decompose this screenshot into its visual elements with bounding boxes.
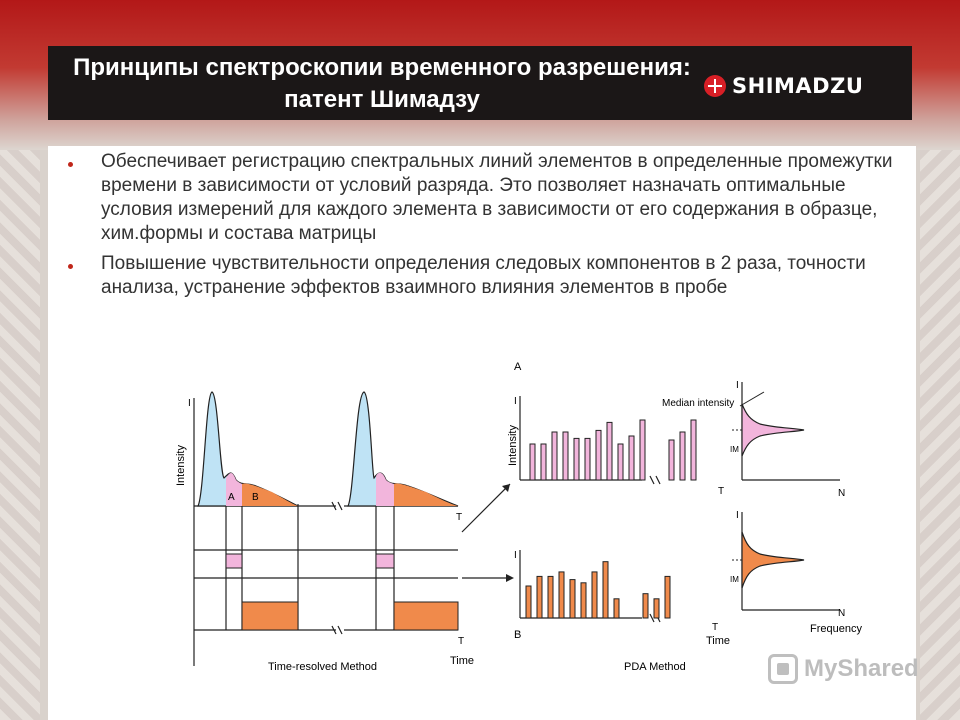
median-pointer bbox=[740, 392, 764, 406]
pulse-1-region-b bbox=[242, 483, 298, 506]
intensity-bar bbox=[574, 438, 579, 480]
intensity-bar bbox=[581, 583, 586, 618]
logo-text: SHIMADZU bbox=[732, 74, 864, 98]
intensity-bar bbox=[614, 599, 619, 618]
t-label: T bbox=[458, 636, 465, 647]
panel-a-label: A bbox=[514, 361, 522, 373]
intensity-bar bbox=[643, 594, 648, 618]
im-label: IM bbox=[730, 575, 739, 584]
background-pattern-left bbox=[0, 150, 40, 720]
peak-a-label: A bbox=[228, 492, 235, 503]
intensity-bar bbox=[596, 430, 601, 480]
slide-title: Принципы спектроскопии временного разрешения: патент Шимадзу bbox=[73, 54, 691, 113]
intensity-bar bbox=[603, 562, 608, 618]
frequency-label: Frequency bbox=[810, 623, 862, 635]
intensity-bar bbox=[530, 444, 535, 480]
intensity-bar bbox=[526, 586, 531, 618]
gate-b-1 bbox=[242, 602, 298, 630]
intensity-bar bbox=[680, 432, 685, 480]
bullet-item bbox=[64, 252, 914, 300]
histogram-b-curve bbox=[742, 532, 804, 588]
background-pattern-right bbox=[920, 150, 960, 720]
intensity-bar bbox=[669, 440, 674, 480]
t-label: T bbox=[712, 622, 719, 633]
intensity-label: Intensity bbox=[175, 445, 187, 486]
median-intensity-label: Median intensity bbox=[662, 398, 735, 409]
intensity-bar bbox=[570, 580, 575, 618]
arrow-up bbox=[462, 484, 510, 532]
time-label: Time bbox=[706, 635, 731, 647]
method-diagram bbox=[175, 354, 862, 676]
intensity-bar bbox=[665, 576, 670, 618]
shimadzu-logo-icon bbox=[704, 75, 726, 97]
break-mark bbox=[332, 502, 342, 510]
t-label: T bbox=[718, 486, 725, 497]
bullet-list bbox=[64, 150, 914, 306]
intensity-bar bbox=[563, 432, 568, 480]
intensity-bar bbox=[607, 422, 612, 480]
arrow-right-head bbox=[506, 574, 514, 582]
intensity-bar bbox=[541, 444, 546, 480]
watermark bbox=[768, 654, 919, 684]
time-label: Time bbox=[450, 655, 475, 667]
intensity-bar bbox=[640, 420, 645, 480]
intensity-bar bbox=[552, 432, 557, 480]
panel-b-bars bbox=[526, 562, 670, 618]
n-label: N bbox=[838, 608, 846, 619]
n-label: N bbox=[838, 488, 846, 499]
t-label: T bbox=[456, 512, 463, 523]
comparison-figure bbox=[175, 354, 862, 676]
panel-b-label: B bbox=[514, 629, 522, 641]
peak-b-label: B bbox=[252, 492, 259, 503]
gate-a-2 bbox=[376, 554, 394, 568]
bullet-text: Повышение чувствительности определения следовых компонентов в 2 раза, точности анализа, устранение эффектов взаимного влияния элементов в пробе bbox=[101, 253, 866, 298]
bullet-item bbox=[64, 150, 914, 246]
bullet-icon bbox=[68, 162, 73, 167]
right-caption: PDA Method bbox=[624, 661, 686, 673]
intensity-bar bbox=[537, 576, 542, 618]
break-mark bbox=[650, 476, 660, 484]
im-label: IM bbox=[730, 445, 739, 454]
watermark-text: MyShared bbox=[804, 655, 919, 682]
i-label: I bbox=[736, 510, 739, 521]
panel-a-bars bbox=[530, 420, 696, 480]
intensity-bar bbox=[559, 572, 564, 618]
i-label: I bbox=[514, 396, 517, 407]
histogram-a-curve bbox=[742, 404, 804, 456]
left-caption: Time-resolved Method bbox=[268, 661, 378, 673]
intensity-bar bbox=[618, 444, 623, 480]
intensity-bar bbox=[585, 438, 590, 480]
bullet-text: Обеспечивает регистрацию спектральных линий элементов в определенные промежутки времени в зависимости от условий разряда. Это позволяет назначать оптимальные условия измерений для каждого элемента в зависимости от его содержания в образце, хим.формы и состава матрицы bbox=[101, 151, 893, 244]
shimadzu-logo bbox=[704, 72, 863, 100]
break-mark bbox=[332, 626, 342, 634]
bullet-icon bbox=[68, 264, 73, 269]
i-label: I bbox=[736, 380, 739, 391]
myshared-icon bbox=[768, 654, 798, 684]
i-label: I bbox=[188, 398, 191, 409]
gate-a-1 bbox=[226, 554, 242, 568]
i-label: I bbox=[514, 550, 517, 561]
gate-b-2 bbox=[394, 602, 458, 630]
intensity-label: Intensity bbox=[507, 425, 519, 466]
intensity-bar bbox=[654, 599, 659, 618]
intensity-bar bbox=[691, 420, 696, 480]
intensity-bar bbox=[629, 436, 634, 480]
intensity-bar bbox=[548, 576, 553, 618]
intensity-bar bbox=[592, 572, 597, 618]
